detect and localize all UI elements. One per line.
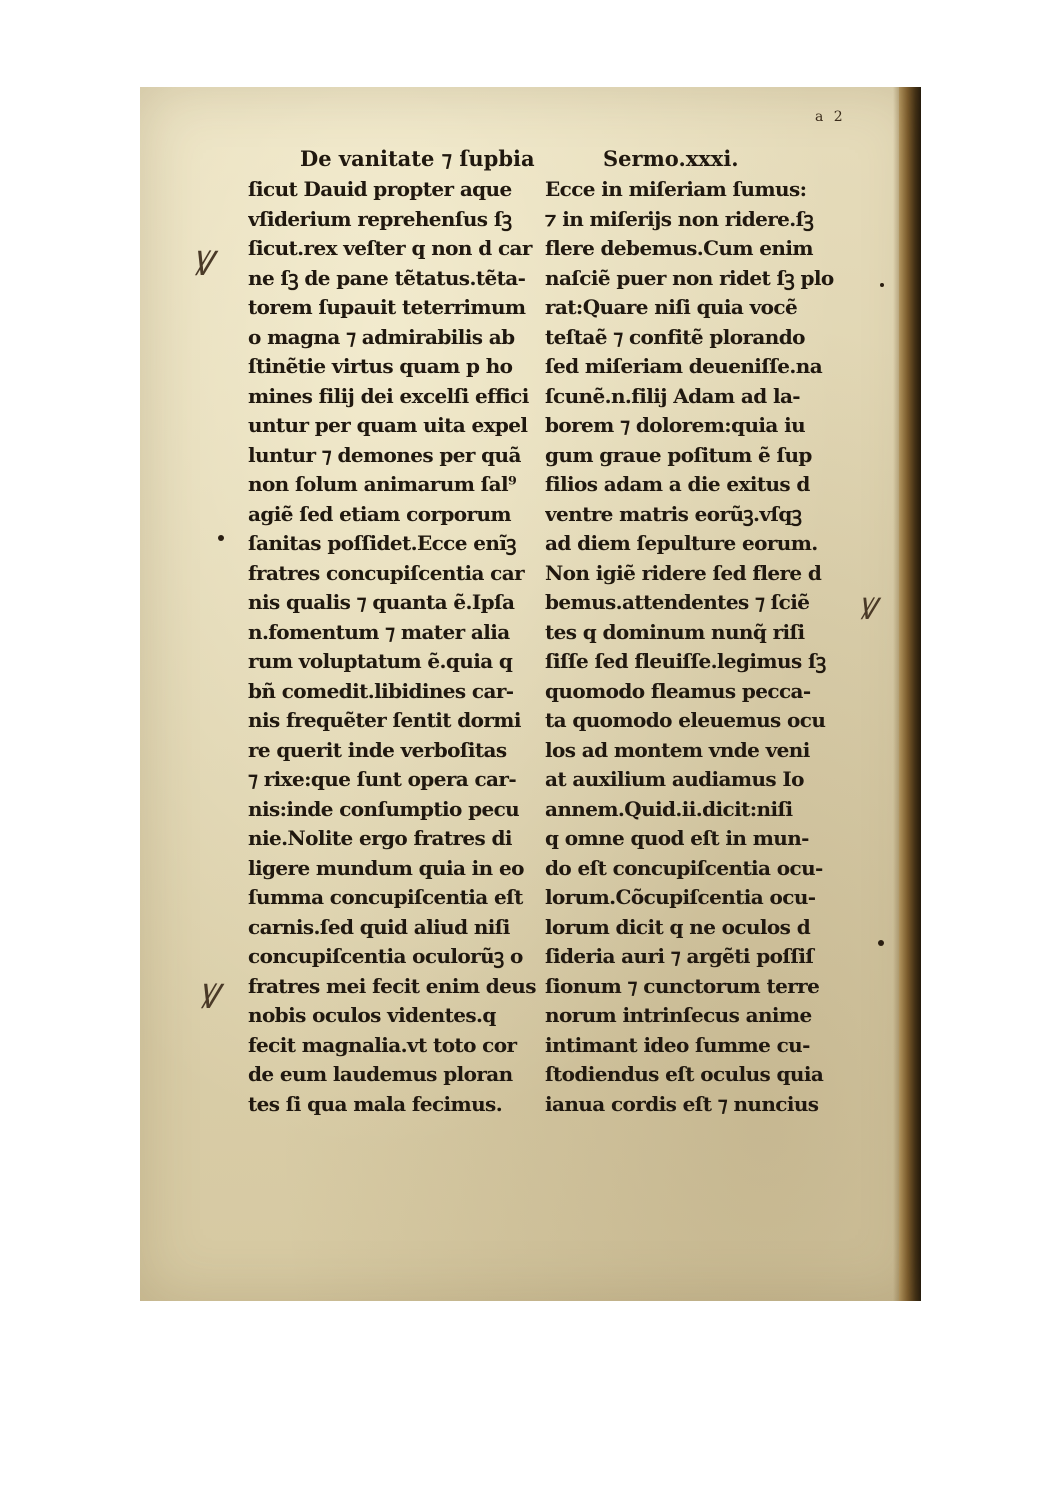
text-line: q omne quod eſt in mun- [545, 826, 809, 850]
text-line: at auxilium audiamus Io [545, 767, 804, 791]
text-line: untur per quam uita expel [248, 413, 528, 437]
text-line: luntur ⁊ demones per quã [248, 442, 521, 467]
text-line: vſiderium reprehenſus ſꝫ [248, 206, 512, 231]
text-line: fratres concupiſcentia car [248, 560, 525, 585]
text-line: ventre matris eorũꝫ.vſqꝫ [545, 501, 802, 526]
text-line: Ecce in miſeriam ſumus: [545, 177, 807, 201]
text-line: ad diem ſepulture eorum. [545, 531, 818, 555]
text-line: ſideria auri ⁊ argẽti poſſiſ [545, 944, 814, 968]
text-line: annem.Quid.ii.dicit:niſi [545, 796, 793, 821]
text-line: nis qualis ⁊ quanta ẽ.Ipſa [248, 590, 515, 614]
text-line: ſtodiendus eſt oculus quia [545, 1062, 824, 1086]
text-line: nie.Nolite ergo fratres di [248, 826, 512, 850]
text-line: non ſolum animarum ſal⁹ [248, 472, 517, 496]
text-line: ſed miſeriam deueniſſe.na [545, 354, 823, 378]
text-line: lorum.Cõcupiſcentia ocu- [545, 885, 816, 909]
text-line: tes ſi qua mala fecimus. [248, 1091, 503, 1116]
text-line: ⁊ rixe:que ſunt opera car- [248, 767, 517, 791]
text-line: ne ſꝫ de pane tẽtatus.tẽta- [248, 265, 526, 290]
margin-annotation: Ꝟ [198, 977, 219, 1017]
ink-speck [218, 535, 224, 541]
text-line: agiẽ ſed etiam corporum [248, 501, 511, 526]
text-line: borem ⁊ dolorem:quia iu [545, 413, 806, 437]
text-line: fratres mei fecit enim deus [248, 973, 536, 998]
left-running-head: De vanitate ⁊ ſupbia [300, 146, 535, 171]
text-line: ſumma concupiſcentia eſt [248, 885, 523, 909]
text-line: bemus.attendentes ⁊ ſciẽ [545, 590, 810, 614]
text-line: teſtaẽ ⁊ confitẽ plorando [545, 324, 805, 349]
text-line: ſiſſe ſed fleuiſſe.legimus ſꝫ [545, 649, 826, 673]
book-spine-edge [899, 87, 921, 1301]
right-running-head: Sermo.xxxi. [603, 146, 739, 171]
text-line: fecit magnalia.vt toto cor [248, 1032, 517, 1057]
text-line: lorum dicit q ne oculos d [545, 914, 811, 939]
text-line: rat:Quare niſi quia vocẽ [545, 295, 798, 319]
text-line: nis frequẽter ſentit dormi [248, 708, 521, 732]
left-text-column [248, 144, 548, 1119]
text-line: do eſt concupiſcentia ocu- [545, 855, 823, 880]
text-line: gum graue poſitum ẽ ſup [545, 442, 812, 467]
folio-mark: a 2 [815, 109, 846, 125]
text-line: ligere mundum quia in eo [248, 855, 524, 880]
text-line: los ad montem vnde veni [545, 737, 810, 762]
text-line: ⁊ in miſerijs non ridere.ſꝫ [545, 206, 814, 231]
text-line: re querit inde verboſitas [248, 737, 507, 762]
ink-speck [880, 283, 884, 287]
text-line: carnis.ſed quid aliud niſi [248, 914, 510, 939]
margin-annotation: Ꝟ [192, 244, 213, 284]
text-line: ta quomodo eleuemus ocu [545, 708, 826, 732]
text-line: torem ſupauit teterrimum [248, 295, 526, 319]
right-column-lines [545, 175, 870, 1119]
text-line: ſcunẽ.n.filij Adam ad la- [545, 383, 801, 408]
text-line: tes q dominum nunq̃ riſi [545, 619, 805, 644]
text-line: Non igiẽ ridere ſed flere d [545, 560, 822, 585]
right-text-column [545, 144, 870, 1119]
text-line: nis:inde conſumptio pecu [248, 796, 520, 821]
text-line: o magna ⁊ admirabilis ab [248, 324, 515, 349]
text-line: norum intrinſecus anime [545, 1003, 812, 1027]
text-line: ſicut.rex veſter q non d car [248, 236, 532, 260]
text-line: de eum laudemus ploran [248, 1062, 513, 1086]
text-line: n.fomentum ⁊ mater alia [248, 619, 510, 644]
text-line: ſionum ⁊ cunctorum terre [545, 973, 820, 998]
text-line: naſciẽ puer non ridet ſꝫ plo [545, 265, 834, 290]
text-line: concupiſcentia oculorũꝫ o [248, 944, 523, 968]
text-line: ſtinẽtie virtus quam p ho [248, 354, 513, 378]
text-line: filios adam a die exitus d [545, 472, 810, 496]
text-line: nobis oculos videntes.q [248, 1003, 496, 1027]
text-line: bñ comedit.libidines car- [248, 678, 514, 703]
manuscript-page [140, 87, 921, 1301]
left-column-lines [248, 175, 548, 1119]
margin-annotation: Ꝟ [858, 592, 877, 627]
text-line: quomodo fleamus pecca- [545, 678, 811, 703]
text-line: ſicut Dauid propter aque [248, 177, 512, 201]
text-line: mines filij dei excelſi effici [248, 383, 529, 408]
text-line: flere debemus.Cum enim [545, 236, 813, 260]
text-line: ianua cordis eſt ⁊ nuncius [545, 1091, 819, 1116]
text-line: intimant ideo ſumme cu- [545, 1032, 810, 1057]
ink-speck [878, 940, 884, 946]
text-line: ſanitas poſſidet.Ecce enĩꝫ [248, 531, 516, 555]
text-line: rum voluptatum ẽ.quia q [248, 649, 513, 673]
